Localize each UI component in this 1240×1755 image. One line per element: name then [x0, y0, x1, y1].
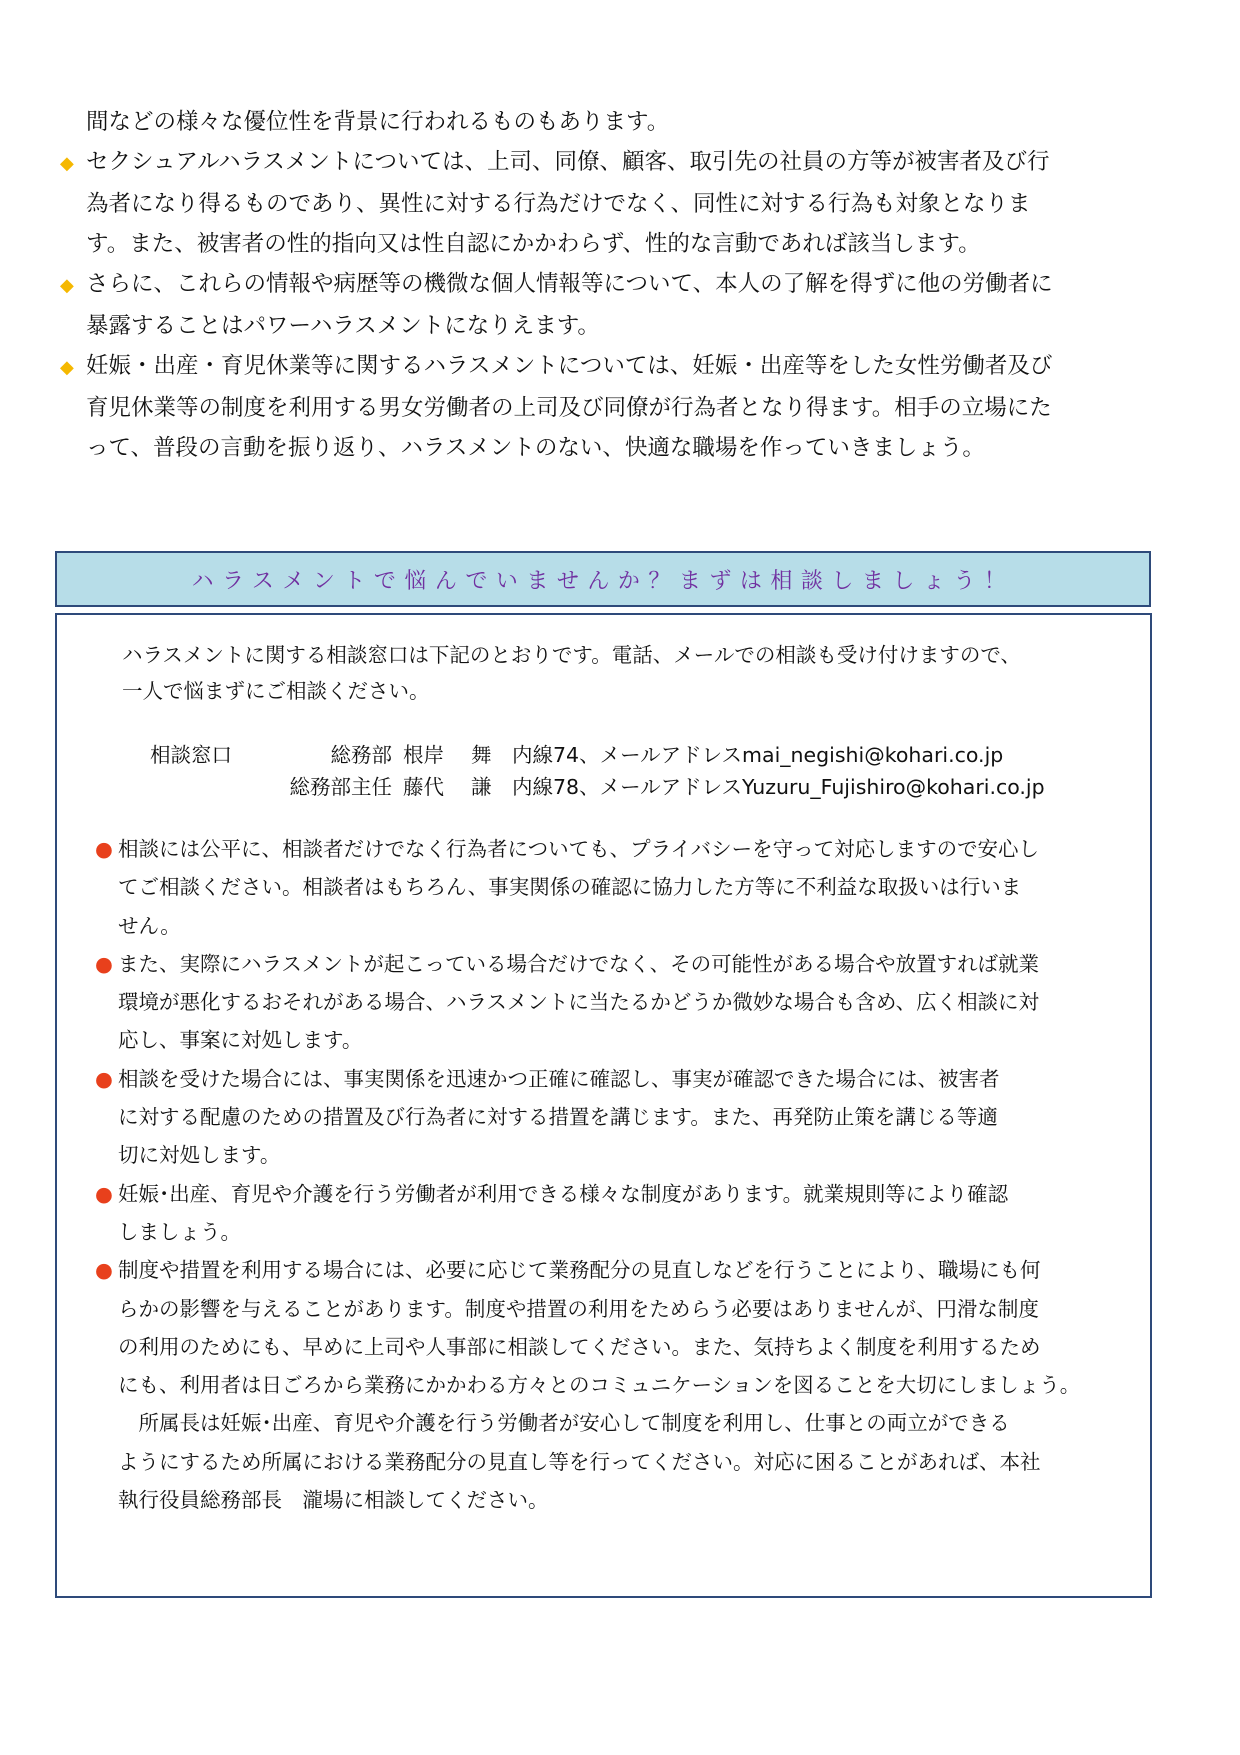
bullet-text: 育児休業等の制度を利用する男女労働者の上司及び同僚が行為者となり得ます。相手の立場にた — [86, 395, 1052, 421]
bullet-text: す。また、被害者の性的指向又は性自認にかかわらず、性的な言動であれば該当します。 — [86, 231, 981, 257]
bullet-text: 妊娠・出産・育児休業等に関するハラスメントについては、妊娠・出産等をした女性労働者及び — [86, 353, 1053, 379]
top-section — [60, 102, 1190, 468]
diamond-bullet-icon: ◆ — [60, 357, 74, 378]
note-text: 切に対処します。 — [118, 1143, 281, 1168]
contact-label: 相談窓口 — [150, 743, 232, 767]
bullet-item — [60, 264, 1190, 306]
note-item — [95, 945, 1135, 983]
bullet-item — [60, 142, 1190, 184]
contact-detail: 内線74、メールアドレスmai_negishi@kohari.co.jp — [512, 743, 1004, 767]
note-text: 環境が悪化するおそれがある場合、ハラスメントに当たるかどうか微妙な場合も含め、広く相談に対 — [118, 990, 1040, 1015]
consult-title-box — [55, 551, 1151, 607]
diamond-bullet-icon: ◆ — [60, 153, 74, 174]
bullet-text: さらに、これらの情報や病歴等の機微な個人情報等について、本人の了解を得ずに他の労働者に — [86, 271, 1053, 297]
note-text: 妊娠･出産、育児や介護を行う労働者が利用できる様々な制度があります。就業規則等により確認 — [118, 1181, 1009, 1206]
intro-line: ハラスメントに関する相談窓口は下記のとおりです。電話、メールでの相談も受け付けますので、 — [122, 643, 1021, 667]
bullet-text: セクシュアルハラスメントについては、上司、同僚、顧客、取引先の社員の方等が被害者及び行 — [86, 149, 1050, 175]
contact-name: 藤代 謙 — [403, 775, 492, 799]
contact-dept: 総務部 — [330, 743, 392, 767]
note-text: 執行役員総務部長 瀧場に相談してください。 — [118, 1488, 549, 1513]
bullet-text: って、普段の言動を振り返り、ハラスメントのない、快適な職場を作っていきましょう。 — [86, 435, 985, 461]
circle-bullet-icon: ● — [95, 1258, 113, 1283]
note-text: に対する配慮のための措置及び行為者に対する措置を講じます。また、再発防止策を講じる等適 — [118, 1105, 998, 1130]
note-text: また、実際にハラスメントが起こっている場合だけでなく、その可能性がある場合や放置すれば就業 — [118, 951, 1040, 976]
note-text: 相談を受けた場合には、事実関係を迅速かつ正確に確認し、事実が確認できた場合には、被害者 — [118, 1066, 1000, 1091]
bullet-text: 暴露することはパワーハラスメントになりえます。 — [86, 313, 600, 339]
continuation-line: 間などの様々な優位性を背景に行われるものもあります。 — [86, 109, 670, 135]
note-text: の利用のためにも、早めに上司や人事部に相談してください。また、気持ちよく制度を利用するため — [118, 1334, 1041, 1359]
note-item — [95, 830, 1135, 868]
consult-notes — [95, 830, 1135, 1519]
note-item — [95, 1060, 1135, 1098]
note-text: てご相談ください。相談者はもちろん、事実関係の確認に協力した方等に不利益な取扱いは行いま — [118, 875, 1022, 900]
circle-bullet-icon: ● — [95, 837, 113, 861]
contact-dept: 総務部主任 — [289, 775, 392, 799]
consult-title: ハラスメントで悩んでいませんか？まずは相談しましょう！ — [191, 568, 1015, 594]
contact-detail: 内線78、メールアドレスYuzuru_Fujishiro@kohari.co.jp — [512, 775, 1045, 799]
note-text: 所属長は妊娠･出産、育児や介護を行う労働者が安心して制度を利用し、仕事との両立ができる — [118, 1411, 1010, 1436]
note-text: 制度や措置を利用する場合には、必要に応じて業務配分の見直しなどを行うことにより、職場にも何 — [118, 1258, 1041, 1283]
note-text: しましょう。 — [118, 1219, 241, 1244]
consult-intro — [122, 637, 1021, 709]
note-item — [95, 1251, 1135, 1289]
bullet-item — [60, 346, 1190, 388]
note-item — [95, 1175, 1135, 1213]
note-text: 相談には公平に、相談者だけでなく行為者についても、プライバシーを守って対応しますので安心し — [118, 837, 1040, 861]
note-text: 応し、事案に対処します。 — [118, 1028, 363, 1053]
contact-name: 根岸 舞 — [403, 743, 492, 767]
diamond-bullet-icon: ◆ — [60, 275, 74, 296]
bullet-text: 為者になり得るものであり、異性に対する行為だけでなく、同性に対する行為も対象となりま — [86, 191, 1031, 217]
circle-bullet-icon: ● — [95, 1181, 113, 1206]
consult-body-box — [55, 613, 1152, 1598]
note-text: にも、利用者は日ごろから業務にかかわる方々とのコミュニケーションを図ることを大切にしましょう。 — [118, 1373, 1081, 1398]
intro-line: 一人で悩まずにご相談ください。 — [122, 679, 430, 703]
note-text: せん。 — [118, 913, 181, 938]
circle-bullet-icon: ● — [95, 951, 113, 976]
note-text: らかの影響を与えることがあります。制度や措置の利用をためらう必要はありませんが、円滑な制度 — [118, 1296, 1039, 1321]
circle-bullet-icon: ● — [95, 1066, 113, 1091]
note-text: ようにするため所属における業務配分の見直し等を行ってください。対応に困ることがあれば、本社 — [118, 1449, 1041, 1474]
